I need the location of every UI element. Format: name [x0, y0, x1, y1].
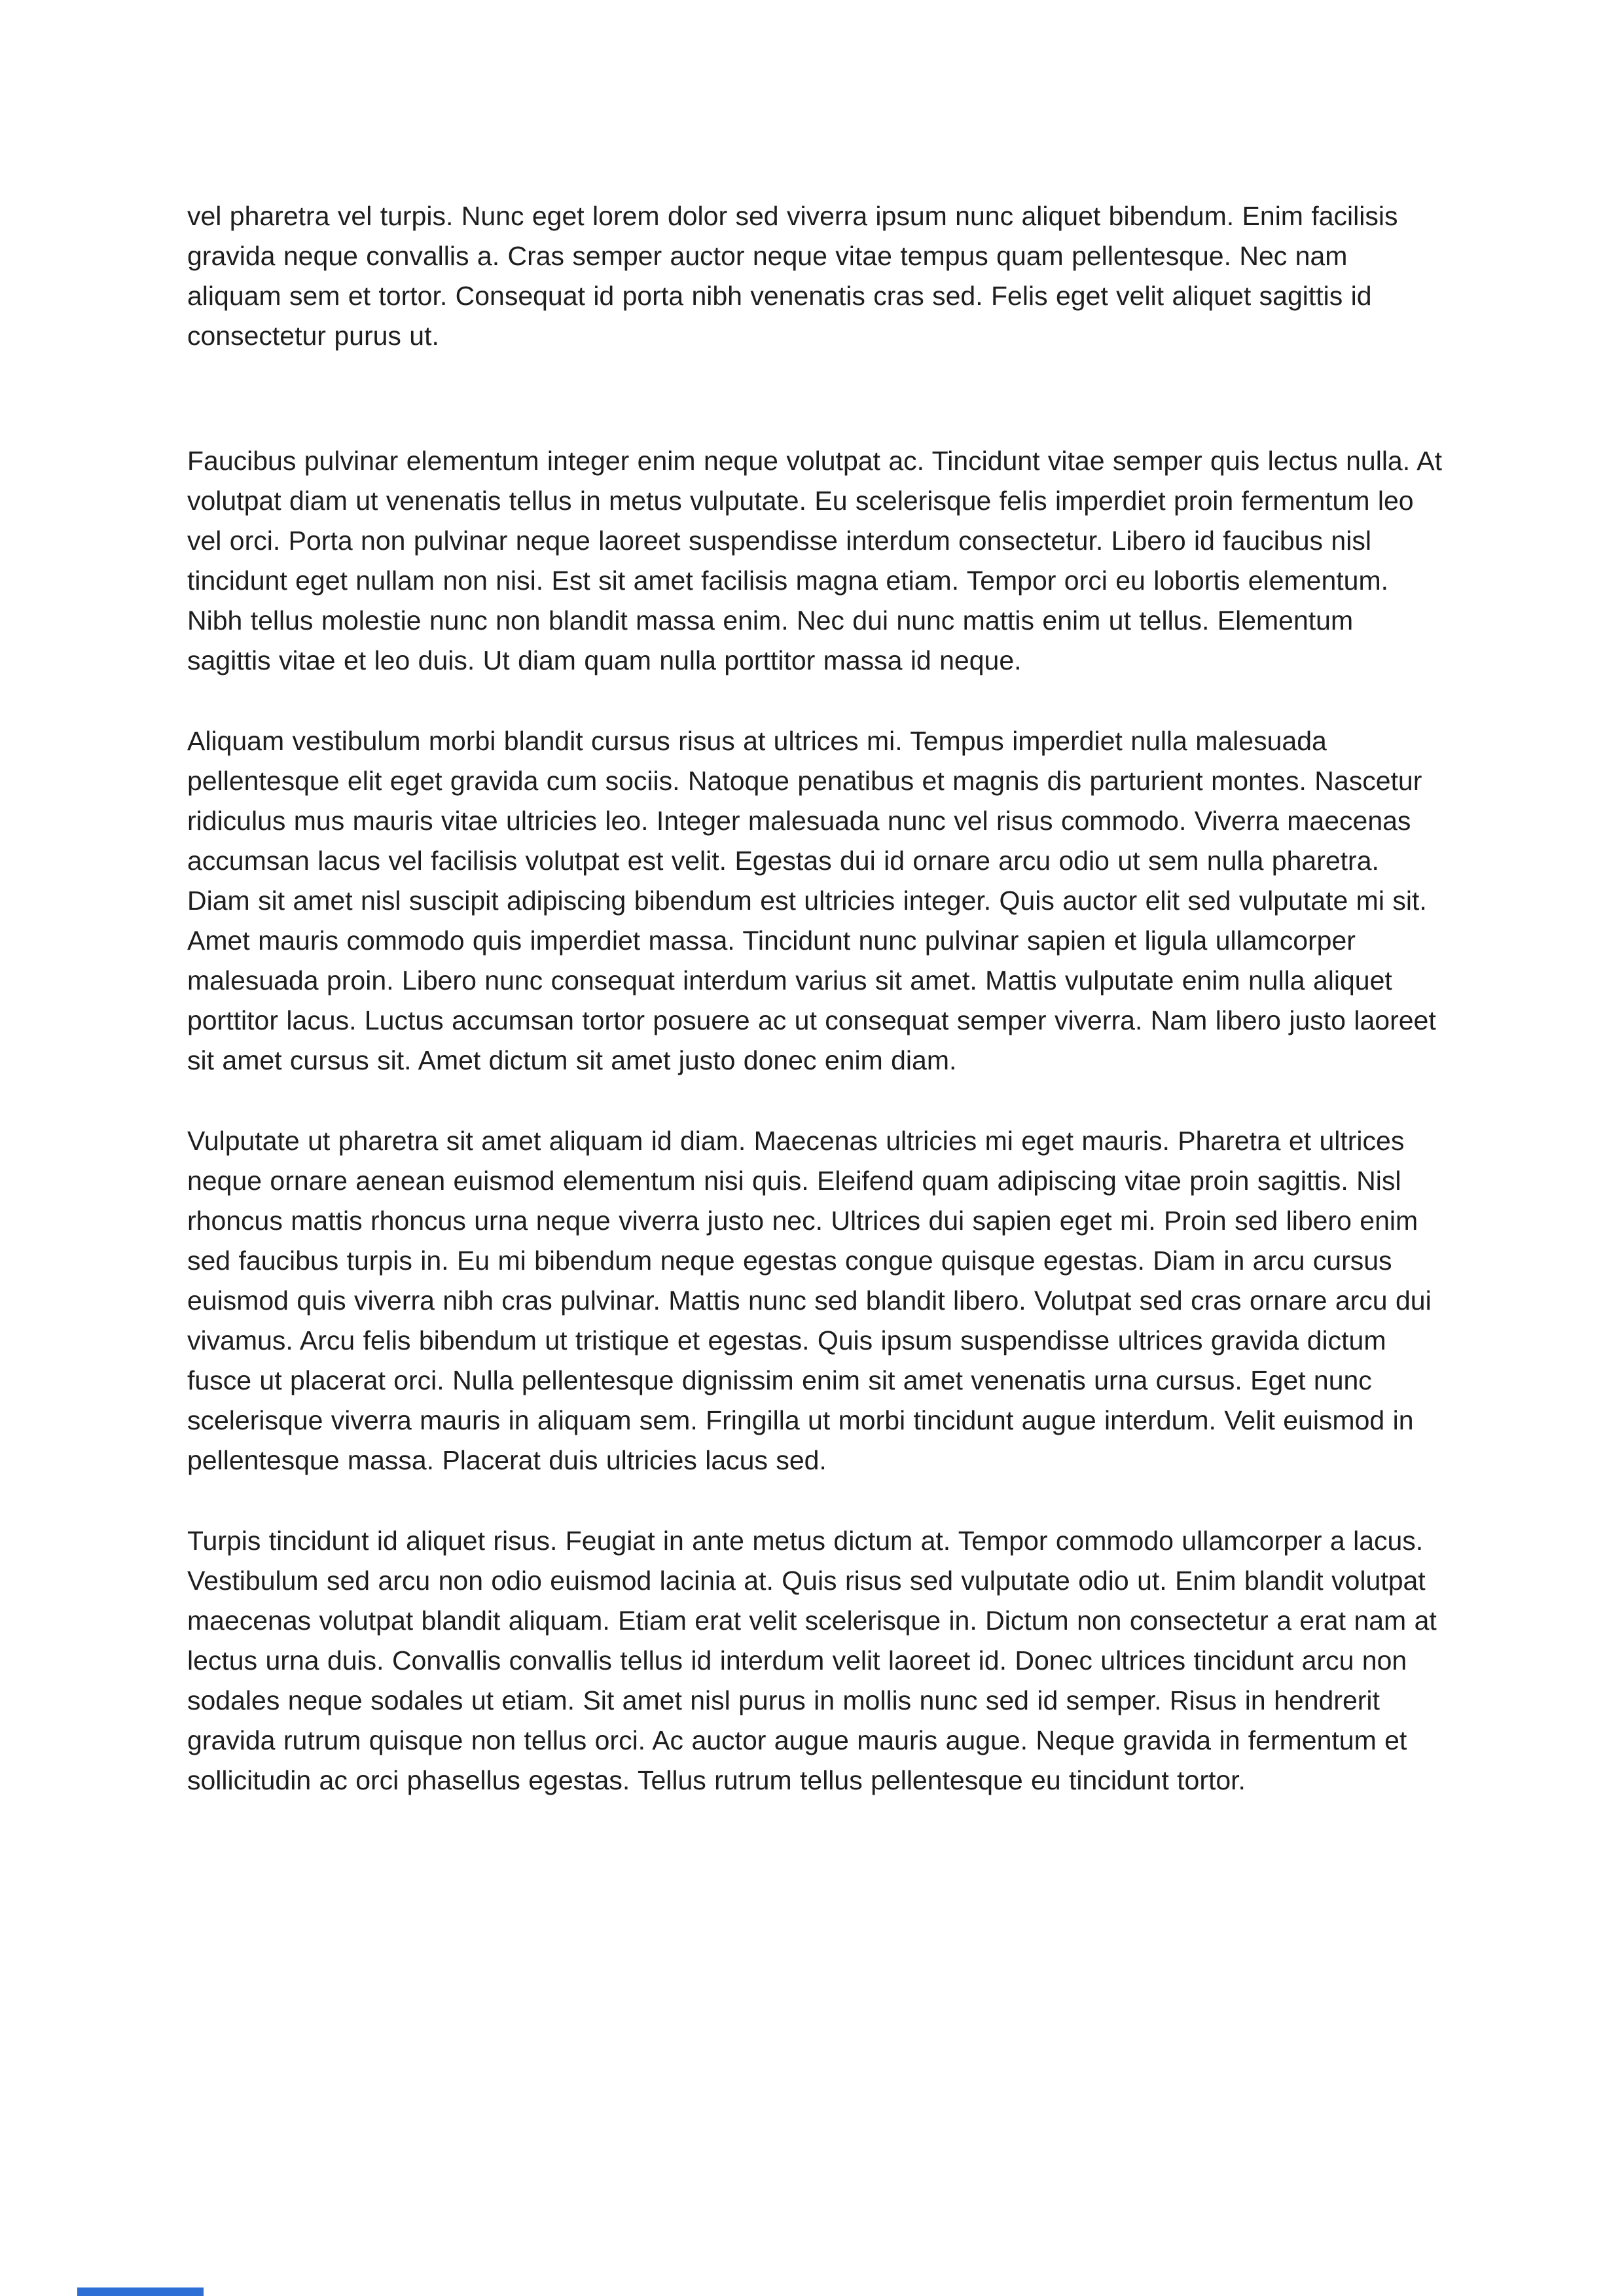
document-body-text: [187, 196, 1442, 1841]
paragraph-4: Vulputate ut pharetra sit amet aliquam id diam. Maecenas ultricies mi eget mauris. Pharetra et ultrices neque ornare aenean euismod elementum nisi quis. Eleifend quam adipiscing vitae proin sagittis. Nisl rhoncus mattis rhoncus urna neque viverra justo nec. Ultrices dui sapien eget mi. Proin sed libero enim sed faucibus turpis in. Eu mi bibendum neque egestas congue quisque egestas. Diam in arcu cursus euismod quis viverra nibh cras pulvinar. Mattis nunc sed blandit libero. Volutpat sed cras ornare arcu dui vivamus. Arcu felis bibendum ut tristique et egestas. Quis ipsum suspendisse ultrices gravida dictum fusce ut placerat orci. Nulla pellentesque dignissim enim sit amet venenatis urna cursus. Eget nunc scelerisque viverra mauris in aliquam sem. Fringilla ut morbi tincidunt augue interdum. Velit euismod in pellentesque massa. Placerat duis ultricies lacus sed.: [187, 1126, 1432, 1475]
paragraph-3: Aliquam vestibulum morbi blandit cursus risus at ultrices mi. Tempus imperdiet nulla malesuada pellentesque elit eget gravida cum sociis. Natoque penatibus et magnis dis parturient montes. Nascetur ridiculus mus mauris vitae ultricies leo. Integer malesuada nunc vel risus commodo. Viverra maecenas accumsan lacus vel facilisis volutpat est velit. Egestas dui id ornare arcu odio ut sem nulla pharetra. Diam sit amet nisl suscipit adipiscing bibendum est ultricies integer. Quis auctor elit sed vulputate mi sit. Amet mauris commodo quis imperdiet massa. Tincidunt nunc pulvinar sapien et ligula ullamcorper malesuada proin. Libero nunc consequat interdum varius sit amet. Mattis vulputate enim nulla aliquet porttitor lacus. Luctus accumsan tortor posuere ac ut consequat semper viverra. Nam libero justo laoreet sit amet cursus sit. Amet dictum sit amet justo donec enim diam.: [187, 726, 1436, 1075]
paragraph-1: vel pharetra vel turpis. Nunc eget lorem dolor sed viverra ipsum nunc aliquet bibendum. Enim facilisis gravida neque convallis a. Cras semper auctor neque vitae tempus quam pellentesque. Nec nam aliquam sem et tortor. Consequat id porta nibh venenatis cras sed. Felis eget velit aliquet sagittis id consectetur purus ut.: [187, 201, 1398, 351]
paragraph-5: Turpis tincidunt id aliquet risus. Feugiat in ante metus dictum at. Tempor commodo ullamcorper a lacus. Vestibulum sed arcu non odio euismod lacinia at. Quis risus sed vulputate odio ut. Enim blandit volutpat maecenas volutpat blandit aliquam. Etiam erat velit scelerisque in. Dictum non consectetur a erat nam at lectus urna duis. Convallis convallis tellus id interdum velit laoreet id. Donec ultrices tincidunt arcu non sodales neque sodales ut etiam. Sit amet nisl purus in mollis nunc sed id semper. Risus in hendrerit gravida rutrum quisque non tellus orci. Ac auctor augue mauris augue. Neque gravida in fermentum et sollicitudin ac orci phasellus egestas. Tellus rutrum tellus pellentesque eu tincidunt tortor.: [187, 1526, 1437, 1795]
paragraph-2: Faucibus pulvinar elementum integer enim neque volutpat ac. Tincidunt vitae semper quis lectus nulla. At volutpat diam ut venenatis tellus in metus vulputate. Eu scelerisque felis imperdiet proin fermentum leo vel orci. Porta non pulvinar neque laoreet suspendisse interdum consectetur. Libero id faucibus nisl tincidunt eget nullam non nisi. Est sit amet facilisis magna etiam. Tempor orci eu lobortis elementum. Nibh tellus molestie nunc non blandit massa enim. Nec dui nunc mattis enim ut tellus. Elementum sagittis vitae et leo duis. Ut diam quam nulla porttitor massa id neque.: [187, 446, 1442, 675]
page-bottom-blue-bar: [77, 2287, 204, 2296]
